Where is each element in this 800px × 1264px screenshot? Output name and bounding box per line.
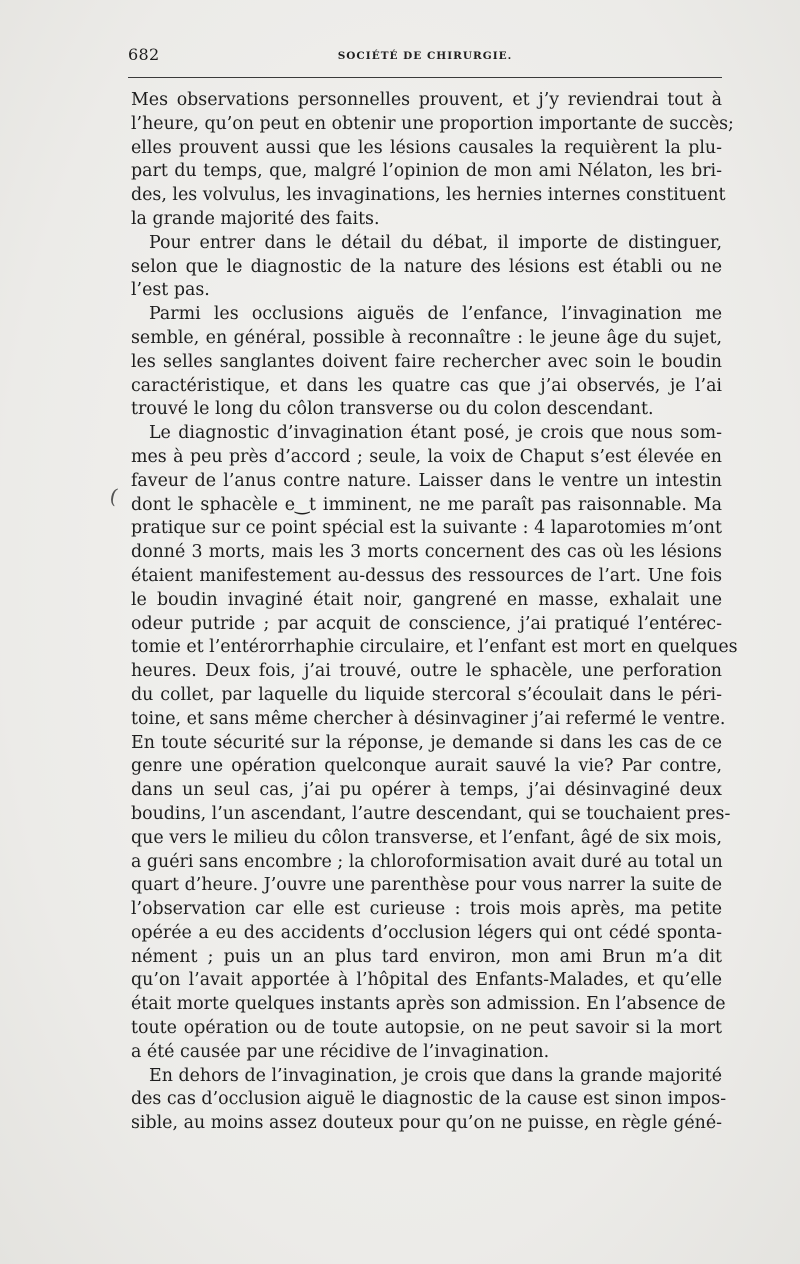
text-line: semble, en général, possible à reconnaître : le jeune âge du sujet,: [131, 327, 722, 348]
paragraph: [131, 89, 734, 232]
page-header: [128, 45, 722, 71]
text-line: elles prouvent aussi que les lésions causales la requièrent la plu-: [131, 137, 722, 158]
text-line: genre une opération quelconque aurait sauvé la vie? Par contre,: [131, 756, 722, 777]
text-line: l’observation car elle est curieuse : trois mois après, ma petite: [131, 899, 722, 920]
text-line: que vers le milieu du côlon transverse, et l’enfant, âgé de six mois,: [131, 827, 722, 848]
text-line: En toute sécurité sur la réponse, je demande si dans les cas de ce: [131, 732, 722, 753]
margin-mark: (: [107, 483, 121, 509]
text-line: qu’on l’avait apportée à l’hôpital des Enfants-Malades, et qu’elle: [131, 970, 722, 991]
text-line: faveur de l’anus contre nature. Laisser dans le ventre un intestin: [131, 470, 722, 491]
text-line: a été causée par une récidive de l’invagination.: [131, 1041, 550, 1062]
text-line: donné 3 morts, mais les 3 morts concernent des cas où les lésions: [131, 542, 722, 563]
running-title: SOCIÉTÉ DE CHIRURGIE.: [337, 50, 513, 62]
text-line: la grande majorité des faits.: [131, 208, 380, 229]
text-line: Parmi les occlusions aiguës de l’enfance, l’invagination me: [149, 304, 722, 325]
text-line: trouvé le long du côlon transverse ou du colon descendant.: [131, 399, 654, 420]
text-line: Pour entrer dans le détail du débat, il importe de distinguer,: [149, 232, 722, 253]
text-line: des cas d’occlusion aiguë le diagnostic de la cause est sinon impos-: [131, 1089, 727, 1110]
text-line: Le diagnostic d’invagination étant posé, je crois que nous som-: [149, 423, 722, 444]
paragraph: [131, 1065, 727, 1136]
text-line: En dehors de l’invagination, je crois que dans la grande majorité: [149, 1065, 722, 1086]
text-line: heures. Deux fois, j’ai trouvé, outre le sphacèle, une perforation: [131, 661, 722, 682]
text-line: quart d’heure. J’ouvre une parenthèse pour vous narrer la suite de: [131, 875, 722, 896]
text-line: toute opération ou de toute autopsie, on ne peut savoir si la mort: [131, 1018, 722, 1039]
text-line: sible, au moins assez douteux pour qu’on ne puisse, en règle géné-: [131, 1113, 722, 1134]
text-line: odeur putride ; par acquit de conscience, j’ai pratiqué l’entérec-: [131, 613, 722, 634]
body-text: [131, 89, 738, 1136]
paragraph: [131, 303, 722, 422]
text-line: dont le sphacèle e‿t imminent, ne me paraît pas raisonnable. Ma: [131, 494, 722, 515]
text-line: du collet, par laquelle du liquide stercoral s’écoulait dans le péri-: [131, 684, 722, 705]
page-number: 682: [128, 45, 160, 64]
text-line: le boudin invaginé était noir, gangrené en masse, exhalait une: [131, 589, 722, 610]
text-line: dans un seul cas, j’ai pu opérer à temps, j’ai désinvaginé deux: [131, 780, 722, 801]
text-line: toine, et sans même chercher à désinvaginer j’ai refermé le ventre.: [131, 708, 726, 729]
text-line: pratique sur ce point spécial est la suivante : 4 laparotomies m’ont: [131, 518, 722, 539]
text-line: selon que le diagnostic de la nature des lésions est établi ou ne: [131, 256, 722, 277]
text-line: a guéri sans encombre ; la chloroformisation avait duré au total un: [131, 851, 723, 872]
text-line: tomie et l’entérorrhaphie circulaire, et l’enfant est mort en quelques: [131, 637, 738, 658]
text-line: part du temps, que, malgré l’opinion de mon ami Nélaton, les bri-: [131, 161, 722, 182]
text-line: Mes observations personnelles prouvent, et j’y reviendrai tout à: [131, 90, 722, 110]
text-line: l’est pas.: [131, 280, 210, 301]
text-line: étaient manifestement au-dessus des ressources de l’art. Une fois: [131, 565, 722, 586]
text-line: boudins, l’un ascendant, l’autre descendant, qui se touchaient pres-: [131, 803, 731, 824]
text-line: opérée a eu des accidents d’occlusion légers qui ont cédé sponta-: [131, 922, 722, 943]
text-line: caractéristique, et dans les quatre cas que j’ai observés, je l’ai: [131, 375, 722, 396]
text-line: des, les volvulus, les invaginations, les hernies internes constituent: [131, 185, 726, 206]
text-line: était morte quelques instants après son admission. En l’absence de: [131, 994, 726, 1015]
text-line: nément ; puis un an plus tard environ, mon ami Brun m’a dit: [131, 946, 722, 967]
header-rule: [128, 77, 722, 78]
paragraph: [131, 232, 722, 303]
text-line: mes à peu près d’accord ; seule, la voix de Chaput s’est élevée en: [131, 446, 722, 467]
text-line: l’heure, qu’on peut en obtenir une proportion importante de succès;: [131, 113, 734, 134]
paragraph: [131, 422, 738, 1065]
text-line: les selles sanglantes doivent faire rechercher avec soin le boudin: [131, 351, 722, 372]
